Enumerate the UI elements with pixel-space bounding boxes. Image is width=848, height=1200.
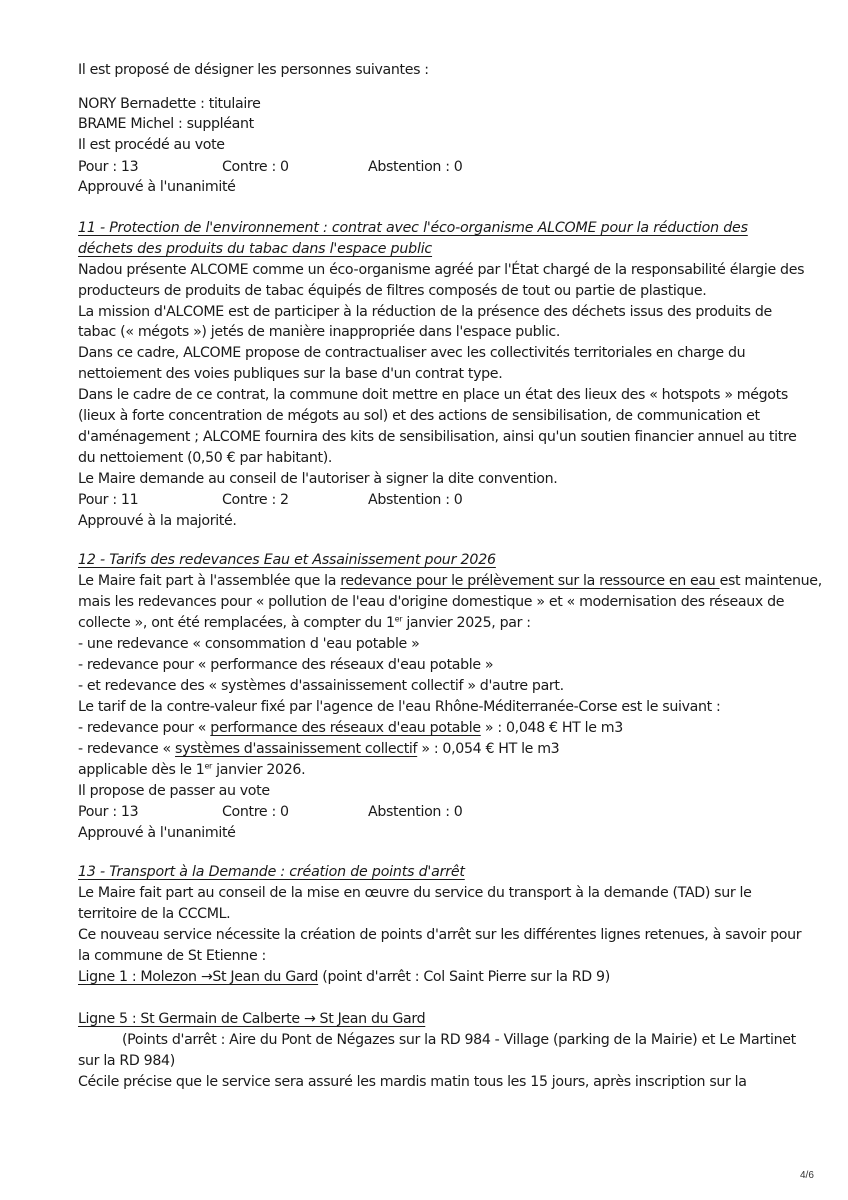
section-12-result: Approuvé à l'unanimité [78, 825, 236, 841]
section-11-para: nettoiement des voies publiques sur la base d'un contrat type. [78, 366, 503, 382]
underlined-redevance: redevance pour le prélèvement sur la ressource en eau [340, 573, 720, 589]
section-13-para: territoire de la CCCML. [78, 906, 231, 922]
section-12-bullet: - redevance pour « performance des réseaux d'eau potable » [78, 657, 494, 673]
section-12-para [78, 613, 531, 633]
section-11-para: (lieux à forte concentration de mégots au sol) et des actions de sensibilisation, de communication et [78, 408, 760, 424]
section-11-para: producteurs de produits de tabac équipés de filtres composés de tout ou partie de plastique. [78, 283, 707, 299]
designation-text: Il est proposé de désigner les personnes suivantes : [78, 62, 429, 78]
text-span: collecte », ont été remplacées, à compter du 1 [78, 615, 395, 631]
section-13-para: Ce nouveau service nécessite la création de points d'arrêt sur les différentes lignes retenues, à savoir pour [78, 927, 802, 943]
section-12-vote-intro: Il propose de passer au vote [78, 783, 270, 799]
section-12-tarif-2 [78, 739, 559, 759]
section-12-para [78, 571, 822, 591]
vote-tally [78, 157, 578, 177]
section-13-title: 13 - Transport à la Demande : création de points d'arrêt [78, 864, 465, 880]
section-11-para: Nadou présente ALCOME comme un éco-organisme agréé par l'État chargé de la responsabilité élargie des [78, 262, 805, 278]
vote-pour: Pour : 13 [78, 159, 139, 175]
section-11-para: Dans le cadre de ce contrat, la commune doit mettre en place un état des lieux des « hotspots » mégots [78, 387, 788, 403]
text-span: - redevance pour « [78, 720, 211, 736]
text-span: janvier 2026. [211, 762, 306, 778]
section-12-applicable [78, 760, 305, 780]
text-span: » : 0,054 € HT le m3 [417, 741, 560, 757]
section-11-vote-tally [78, 490, 578, 510]
vote-contre: Contre : 0 [222, 804, 289, 820]
suppleant-text: BRAME Michel : suppléant [78, 116, 254, 132]
section-12-para: mais les redevances pour « pollution de l'eau d'origine domestique » et « modernisation des réseaux de [78, 594, 785, 610]
section-12-bullet: - une redevance « consommation d 'eau potable » [78, 636, 420, 652]
section-11-title-line1: 11 - Protection de l'environnement : contrat avec l'éco-organisme ALCOME pour la réduction des [78, 220, 748, 236]
section-11-para: Dans ce cadre, ALCOME propose de contractualiser avec les collectivités territoriales en charge du [78, 345, 746, 361]
vote-abstention: Abstention : 0 [368, 804, 463, 820]
section-12-title: 12 - Tarifs des redevances Eau et Assainissement pour 2026 [78, 552, 496, 568]
vote-contre: Contre : 2 [222, 492, 289, 508]
vote-result: Approuvé à l'unanimité [78, 179, 236, 195]
underlined-term: performance des réseaux d'eau potable [210, 720, 481, 736]
superscript: er [204, 761, 212, 771]
section-11-para: tabac (« mégots ») jetés de manière inappropriée dans l'espace public. [78, 324, 561, 340]
underlined-term: systèmes d'assainissement collectif [175, 741, 418, 757]
text-span: janvier 2025, par : [402, 615, 531, 631]
ligne-5-label: Ligne 5 : St Germain de Calberte → St Jean du Gard [78, 1011, 426, 1027]
section-11-result: Approuvé à la majorité. [78, 513, 237, 529]
section-11-para: d'aménagement ; ALCOME fournira des kits de sensibilisation, ainsi qu'un soutien financier annuel au titre [78, 429, 797, 445]
section-12-tarif-1 [78, 718, 623, 738]
vote-pour: Pour : 11 [78, 492, 139, 508]
vote-pour: Pour : 13 [78, 804, 139, 820]
section-13-para: Le Maire fait part au conseil de la mise en œuvre du service du transport à la demande (TAD) sur le [78, 885, 752, 901]
ligne-5 [78, 1009, 425, 1029]
ligne-1-stop: (point d'arrêt : Col Saint Pierre sur la RD 9) [318, 969, 610, 985]
section-11-para: du nettoiement (0,50 € par habitant). [78, 450, 333, 466]
ligne-5-stops: (Points d'arrêt : Aire du Pont de Négazes sur la RD 984 - Village (parking de la Mairie) et Le Martinet [122, 1032, 796, 1048]
text-span: Le Maire fait part à l'assemblée que la [78, 573, 341, 589]
ligne-1 [78, 967, 610, 987]
titulaire-text: NORY Bernadette : titulaire [78, 96, 261, 112]
ligne-1-label: Ligne 1 : Molezon →St Jean du Gard [78, 969, 319, 985]
vote-intro-text: Il est procédé au vote [78, 137, 225, 153]
text-span: applicable dès le 1 [78, 762, 205, 778]
section-11-title-line2: déchets des produits du tabac dans l'espace public [78, 241, 433, 257]
section-12-tarif-intro: Le tarif de la contre-valeur fixé par l'agence de l'eau Rhône-Méditerranée-Corse est le suivant : [78, 699, 721, 715]
section-11-para: Le Maire demande au conseil de l'autoriser à signer la dite convention. [78, 471, 558, 487]
vote-contre: Contre : 0 [222, 159, 289, 175]
section-12-vote-tally [78, 802, 578, 822]
section-12-bullet: - et redevance des « systèmes d'assainissement collectif » d'autre part. [78, 678, 564, 694]
vote-abstention: Abstention : 0 [368, 492, 463, 508]
ligne-5-stops-cont: sur la RD 984) [78, 1053, 175, 1069]
section-13-para: la commune de St Etienne : [78, 948, 266, 964]
text-span: - redevance « [78, 741, 176, 757]
section-13-final: Cécile précise que le service sera assuré les mardis matin tous les 15 jours, après inscription sur la [78, 1074, 747, 1090]
section-11-para: La mission d'ALCOME est de participer à la réduction de la présence des déchets issus des produits de [78, 304, 772, 320]
text-span: est maintenue, [719, 573, 822, 589]
text-span: » : 0,048 € HT le m3 [480, 720, 623, 736]
vote-abstention: Abstention : 0 [368, 159, 463, 175]
superscript: er [394, 614, 403, 624]
page-number: 4/6 [800, 1170, 814, 1181]
